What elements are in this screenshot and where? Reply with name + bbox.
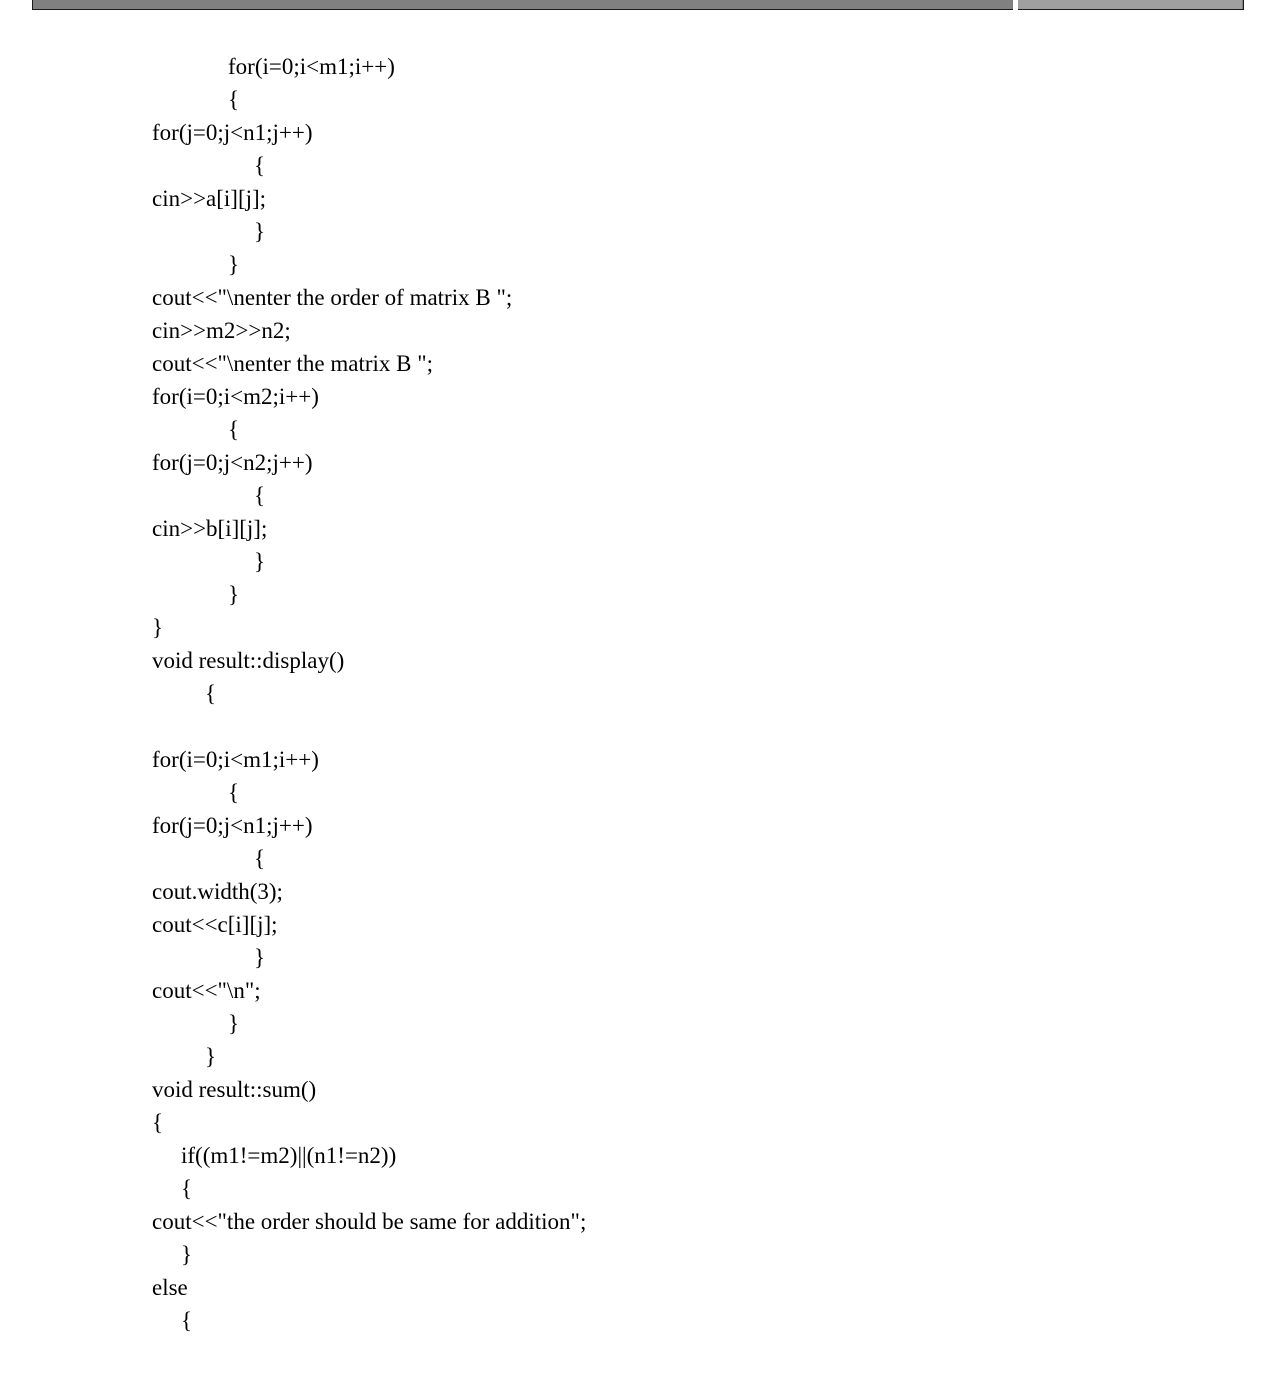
- code-line: cin>>b[i][j];: [152, 516, 268, 541]
- code-line: cin>>m2>>n2;: [152, 318, 291, 343]
- code-line: }: [205, 1044, 217, 1069]
- code-line: void result::display(): [152, 648, 345, 673]
- code-line: {: [228, 780, 240, 805]
- code-line: {: [228, 417, 240, 442]
- code-line: }: [254, 549, 266, 574]
- code-line: cout<<"\n";: [152, 978, 261, 1003]
- code-line: }: [228, 252, 240, 277]
- code-line: {: [254, 153, 266, 178]
- code-line: else: [152, 1275, 188, 1300]
- code-line: {: [181, 1308, 193, 1333]
- code-line: for(j=0;j<n1;j++): [152, 120, 313, 145]
- code-line: for(i=0;i<m1;i++): [228, 54, 395, 79]
- code-line: }: [181, 1242, 193, 1267]
- code-line: }: [254, 219, 266, 244]
- code-line: }: [152, 615, 164, 640]
- code-line: if((m1!=m2)||(n1!=n2)): [181, 1143, 397, 1168]
- code-line: {: [181, 1176, 193, 1201]
- page-header-rule-right: [1018, 0, 1242, 9]
- code-line: {: [152, 1110, 164, 1135]
- code-line: cout<<"\nenter the matrix B ";: [152, 351, 434, 376]
- code-line: }: [228, 582, 240, 607]
- code-line: for(i=0;i<m1;i++): [152, 747, 319, 772]
- code-line: {: [254, 846, 266, 871]
- code-line: void result::sum(): [152, 1077, 317, 1102]
- code-line: {: [205, 681, 217, 706]
- code-line: cout.width(3);: [152, 879, 283, 904]
- code-line: cin>>a[i][j];: [152, 186, 267, 211]
- code-line: for(j=0;j<n2;j++): [152, 450, 313, 475]
- code-line: cout<<"\nenter the order of matrix B ";: [152, 285, 513, 310]
- code-line: cout<<"the order should be same for addition";: [152, 1209, 587, 1234]
- code-line: }: [228, 1011, 240, 1036]
- code-line: for(j=0;j<n1;j++): [152, 813, 313, 838]
- code-line: {: [254, 483, 266, 508]
- code-line: cout<<c[i][j];: [152, 912, 278, 937]
- code-line: {: [228, 87, 240, 112]
- code-line: for(i=0;i<m2;i++): [152, 384, 319, 409]
- code-line: }: [254, 945, 266, 970]
